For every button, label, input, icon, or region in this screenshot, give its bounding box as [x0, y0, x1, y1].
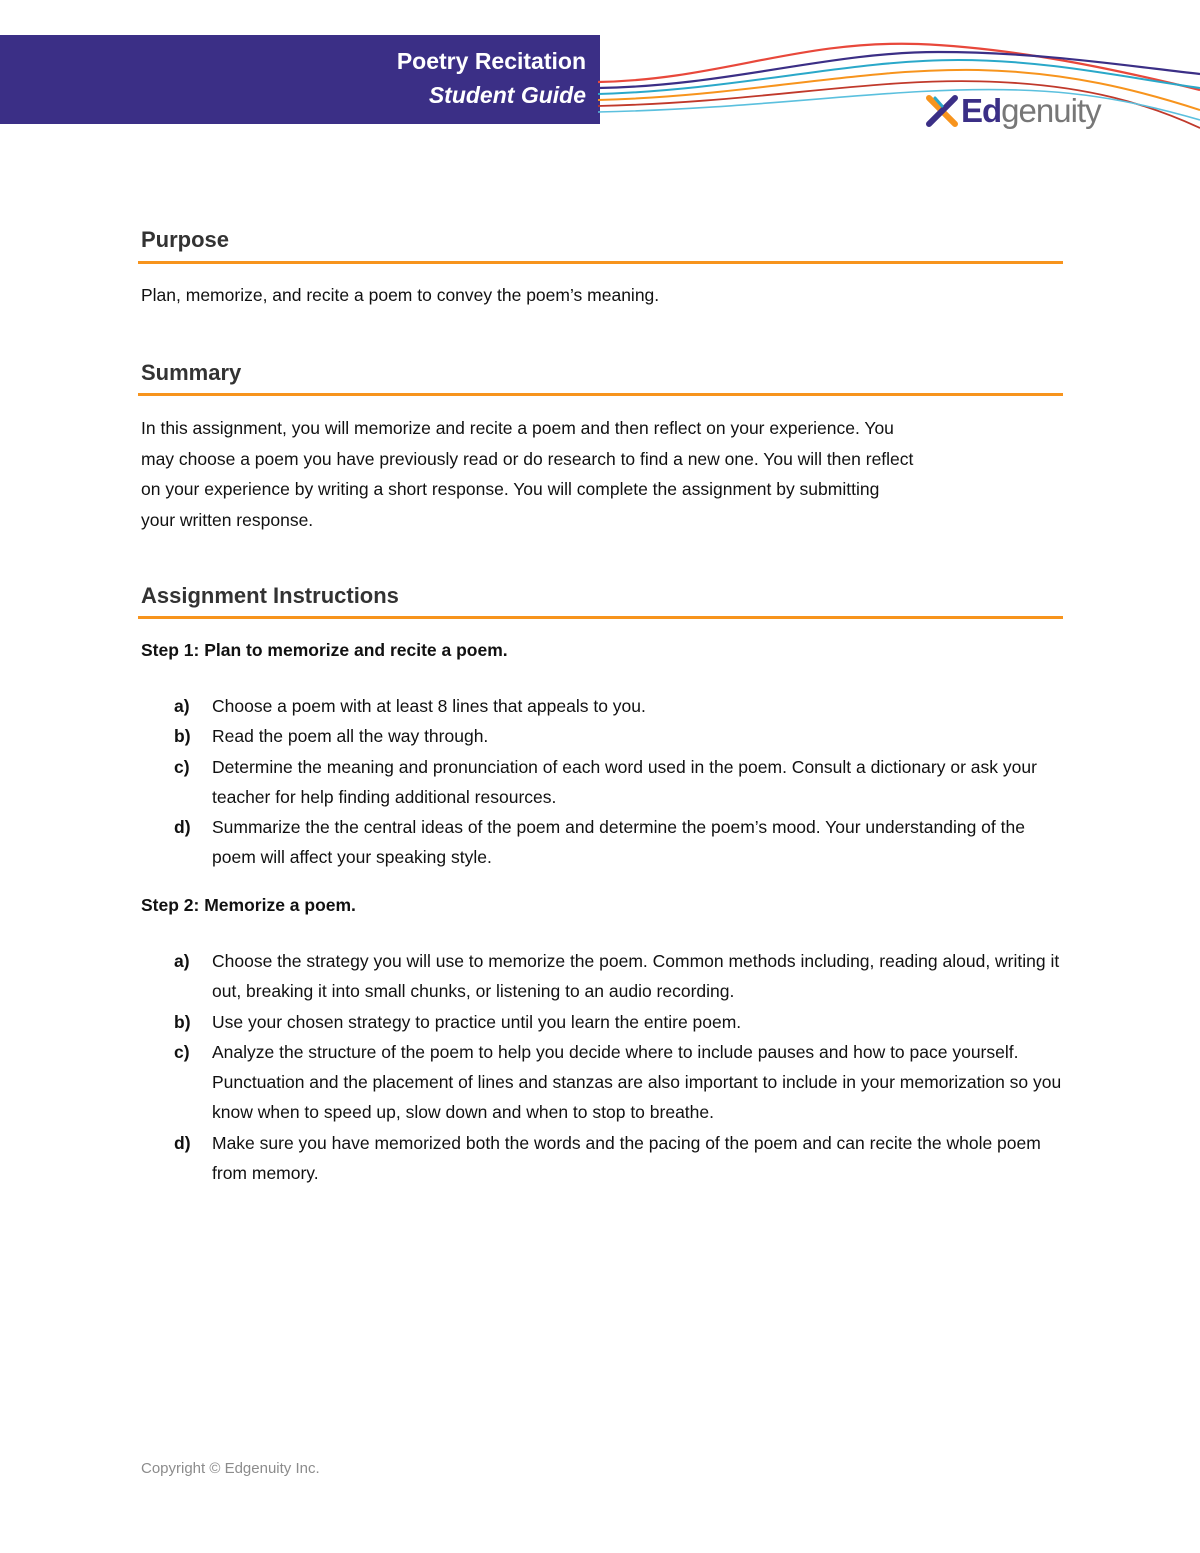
instructions-heading: Assignment Instructions [141, 583, 399, 608]
list-item [174, 1037, 1064, 1128]
list-item-text: Use your chosen strategy to practice until you learn the entire poem. [212, 1011, 742, 1032]
list-item [174, 1128, 1064, 1189]
instructions-divider [138, 616, 1063, 619]
list-marker: c) [174, 1041, 190, 1062]
list-item-text: Make sure you have memorized both the words and the pacing of the poem and can recite the whole poem from memory. [212, 1132, 1041, 1184]
document-subtitle: Student Guide [428, 82, 586, 108]
step-1-heading: Step 1: Plan to memorize and recite a poem. [141, 640, 508, 660]
list-marker: c) [174, 756, 190, 777]
step-1-list [174, 691, 1064, 873]
list-item [174, 721, 1064, 751]
purpose-text: Plan, memorize, and recite a poem to convey the poem’s meaning. [141, 285, 660, 305]
summary-line: your written response. [141, 509, 314, 530]
list-item [174, 691, 1064, 721]
summary-text [141, 413, 1041, 535]
step-2-list [174, 946, 1064, 1188]
list-item-text: Summarize the the central ideas of the poem and determine the poem’s mood. Your understanding of the poem will affect your speaking style. [212, 817, 1025, 868]
list-item [174, 946, 1064, 1007]
list-marker: a) [174, 696, 190, 716]
header-banner [0, 35, 600, 124]
list-item [174, 1007, 1064, 1037]
list-item [174, 752, 1064, 813]
decorative-wave-lines [598, 30, 1200, 140]
list-marker: d) [174, 817, 191, 838]
list-marker: b) [174, 1011, 191, 1032]
list-item-text: Determine the meaning and pronunciation of each word used in the poem. Consult a dictionary or ask your teacher for help finding additional resources. [212, 756, 1037, 807]
copyright-footer: Copyright © Edgenuity Inc. [141, 1460, 320, 1477]
summary-line: on your experience by writing a short response. You will complete the assignment by submitting [141, 479, 880, 499]
list-marker: d) [174, 1132, 191, 1153]
summary-line: In this assignment, you will memorize and recite a poem and then reflect on your experience. You [141, 418, 894, 438]
summary-heading: Summary [141, 360, 242, 385]
summary-divider [138, 393, 1063, 396]
summary-line: may choose a poem you have previously read or do research to find a new one. You will then reflect [141, 448, 914, 469]
list-item [174, 812, 1064, 873]
list-item-text: Analyze the structure of the poem to help you decide where to include pauses and how to pace yourself. Punctuation and the placement of lines and stanzas are also important to include in your memorization so you know when to speed up, slow down and when to stop to breathe. [212, 1041, 1062, 1123]
document-title: Poetry Recitation [396, 48, 586, 74]
edgenuity-logo [925, 90, 1101, 132]
purpose-heading: Purpose [141, 227, 230, 252]
list-item-text: Read the poem all the way through. [212, 726, 489, 747]
logo-wordmark: Edgenuity [961, 92, 1101, 129]
list-marker: b) [174, 726, 191, 747]
step-2-heading: Step 2: Memorize a poem. [141, 895, 356, 915]
list-marker: a) [174, 951, 190, 971]
purpose-divider [138, 261, 1063, 264]
list-item-text: Choose a poem with at least 8 lines that appeals to you. [212, 696, 646, 716]
list-item-text: Choose the strategy you will use to memorize the poem. Common methods including, reading aloud, writing it out, breaking it into small chunks, or listening to an audio recording. [212, 951, 1060, 1002]
edgenuity-x-icon [925, 94, 959, 128]
